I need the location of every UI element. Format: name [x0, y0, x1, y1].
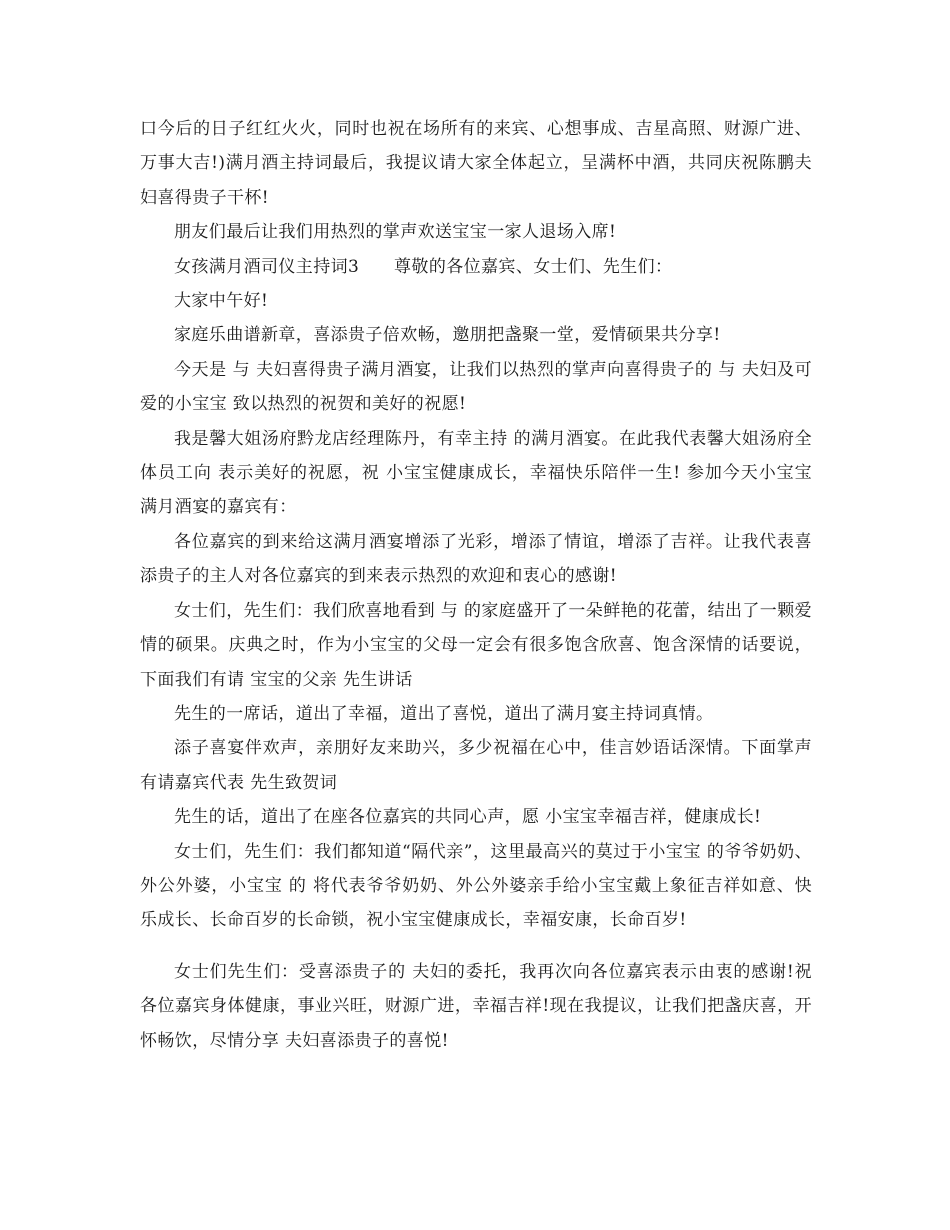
section-heading-paragraph: 女孩满月酒司仪主持词3 尊敬的各位嘉宾、女士们、先生们：	[174, 256, 673, 277]
paragraph-13: 女士们，先生们：我们都知道“隔代亲”，这里最高兴的莫过于小宝宝 的爷爷奶奶、外公外婆，小宝宝 的 将代表爷爷奶奶、外公外婆亲手给小宝宝戴上象征吉祥如意、快乐成长、长命百岁的长命锁，祝小宝宝健康成长，幸福安康，长命百岁!	[140, 841, 812, 931]
paragraph-11: 添子喜宴伴欢声，亲朋好友来助兴，多少祝福在心中，佳言妙语话深情。下面掌声有请嘉宾代表 先生致贺词	[140, 738, 812, 793]
paragraph-6: 今天是 与 夫妇喜得贵子满月酒宴，让我们以热烈的掌声向喜得贵子的 与 夫妇及可爱的小宝宝 致以热烈的祝贺和美好的祝愿!	[140, 359, 812, 415]
document-body	[140, 112, 812, 1058]
paragraph-5: 家庭乐曲谱新章，喜添贵子倍欢畅，邀朋把盏聚一堂，爱情硕果共分享!	[174, 325, 721, 346]
paragraph-10: 先生的一席话，道出了幸福，道出了喜悦，道出了满月宴主持词真情。	[174, 703, 714, 724]
paragraph-9: 女士们，先生们：我们欣喜地看到 与 的家庭盛开了一朵鲜艳的花蕾，结出了一颗爱情的硕果。庆典之时，作为小宝宝的父母一定会有很多饱含欣喜、饱含深情的话要说，下面我们有请 宝宝的父亲 先生讲话	[140, 600, 813, 690]
paragraph-greeting: 大家中午好!	[174, 291, 269, 312]
paragraph-spacer	[140, 938, 812, 955]
paragraph-14: 女士们先生们：受喜添贵子的 夫妇的委托，我再次向各位嘉宾表示由衷的感谢!祝各位嘉宾身体健康，事业兴旺，财源广进，幸福吉祥!现在我提议，让我们把盏庆喜，开怀畅饮，尽情分享 夫妇喜添贵子的喜悦!	[140, 961, 812, 1051]
paragraph-12: 先生的话，道出了在座各位嘉宾的共同心声，愿 小宝宝幸福吉祥，健康成长!	[174, 807, 762, 828]
paragraph-8: 各位嘉宾的到来给这满月酒宴增添了光彩，增添了情谊，增添了吉祥。让我代表喜添贵子的主人对各位嘉宾的到来表示热烈的欢迎和衷心的感谢!	[140, 531, 812, 587]
paragraph-2: 朋友们最后让我们用热烈的掌声欢送宝宝一家人退场入席!	[174, 222, 617, 243]
paragraph-1: 口今后的日子红红火火，同时也祝在场所有的来宾、心想事成、吉星高照、财源广进、万事大吉!)满月酒主持词最后，我提议请大家全体起立，呈满杯中酒，共同庆祝陈鹏夫妇喜得贵子干杯!	[140, 119, 812, 208]
paragraph-7: 我是馨大姐汤府黔龙店经理陈丹，有幸主持 的满月酒宴。在此我代表馨大姐汤府全体员工向 表示美好的祝愿，祝 小宝宝健康成长，幸福快乐陪伴一生! 参加今天小宝宝 满月酒宴的嘉宾有：	[140, 428, 812, 518]
